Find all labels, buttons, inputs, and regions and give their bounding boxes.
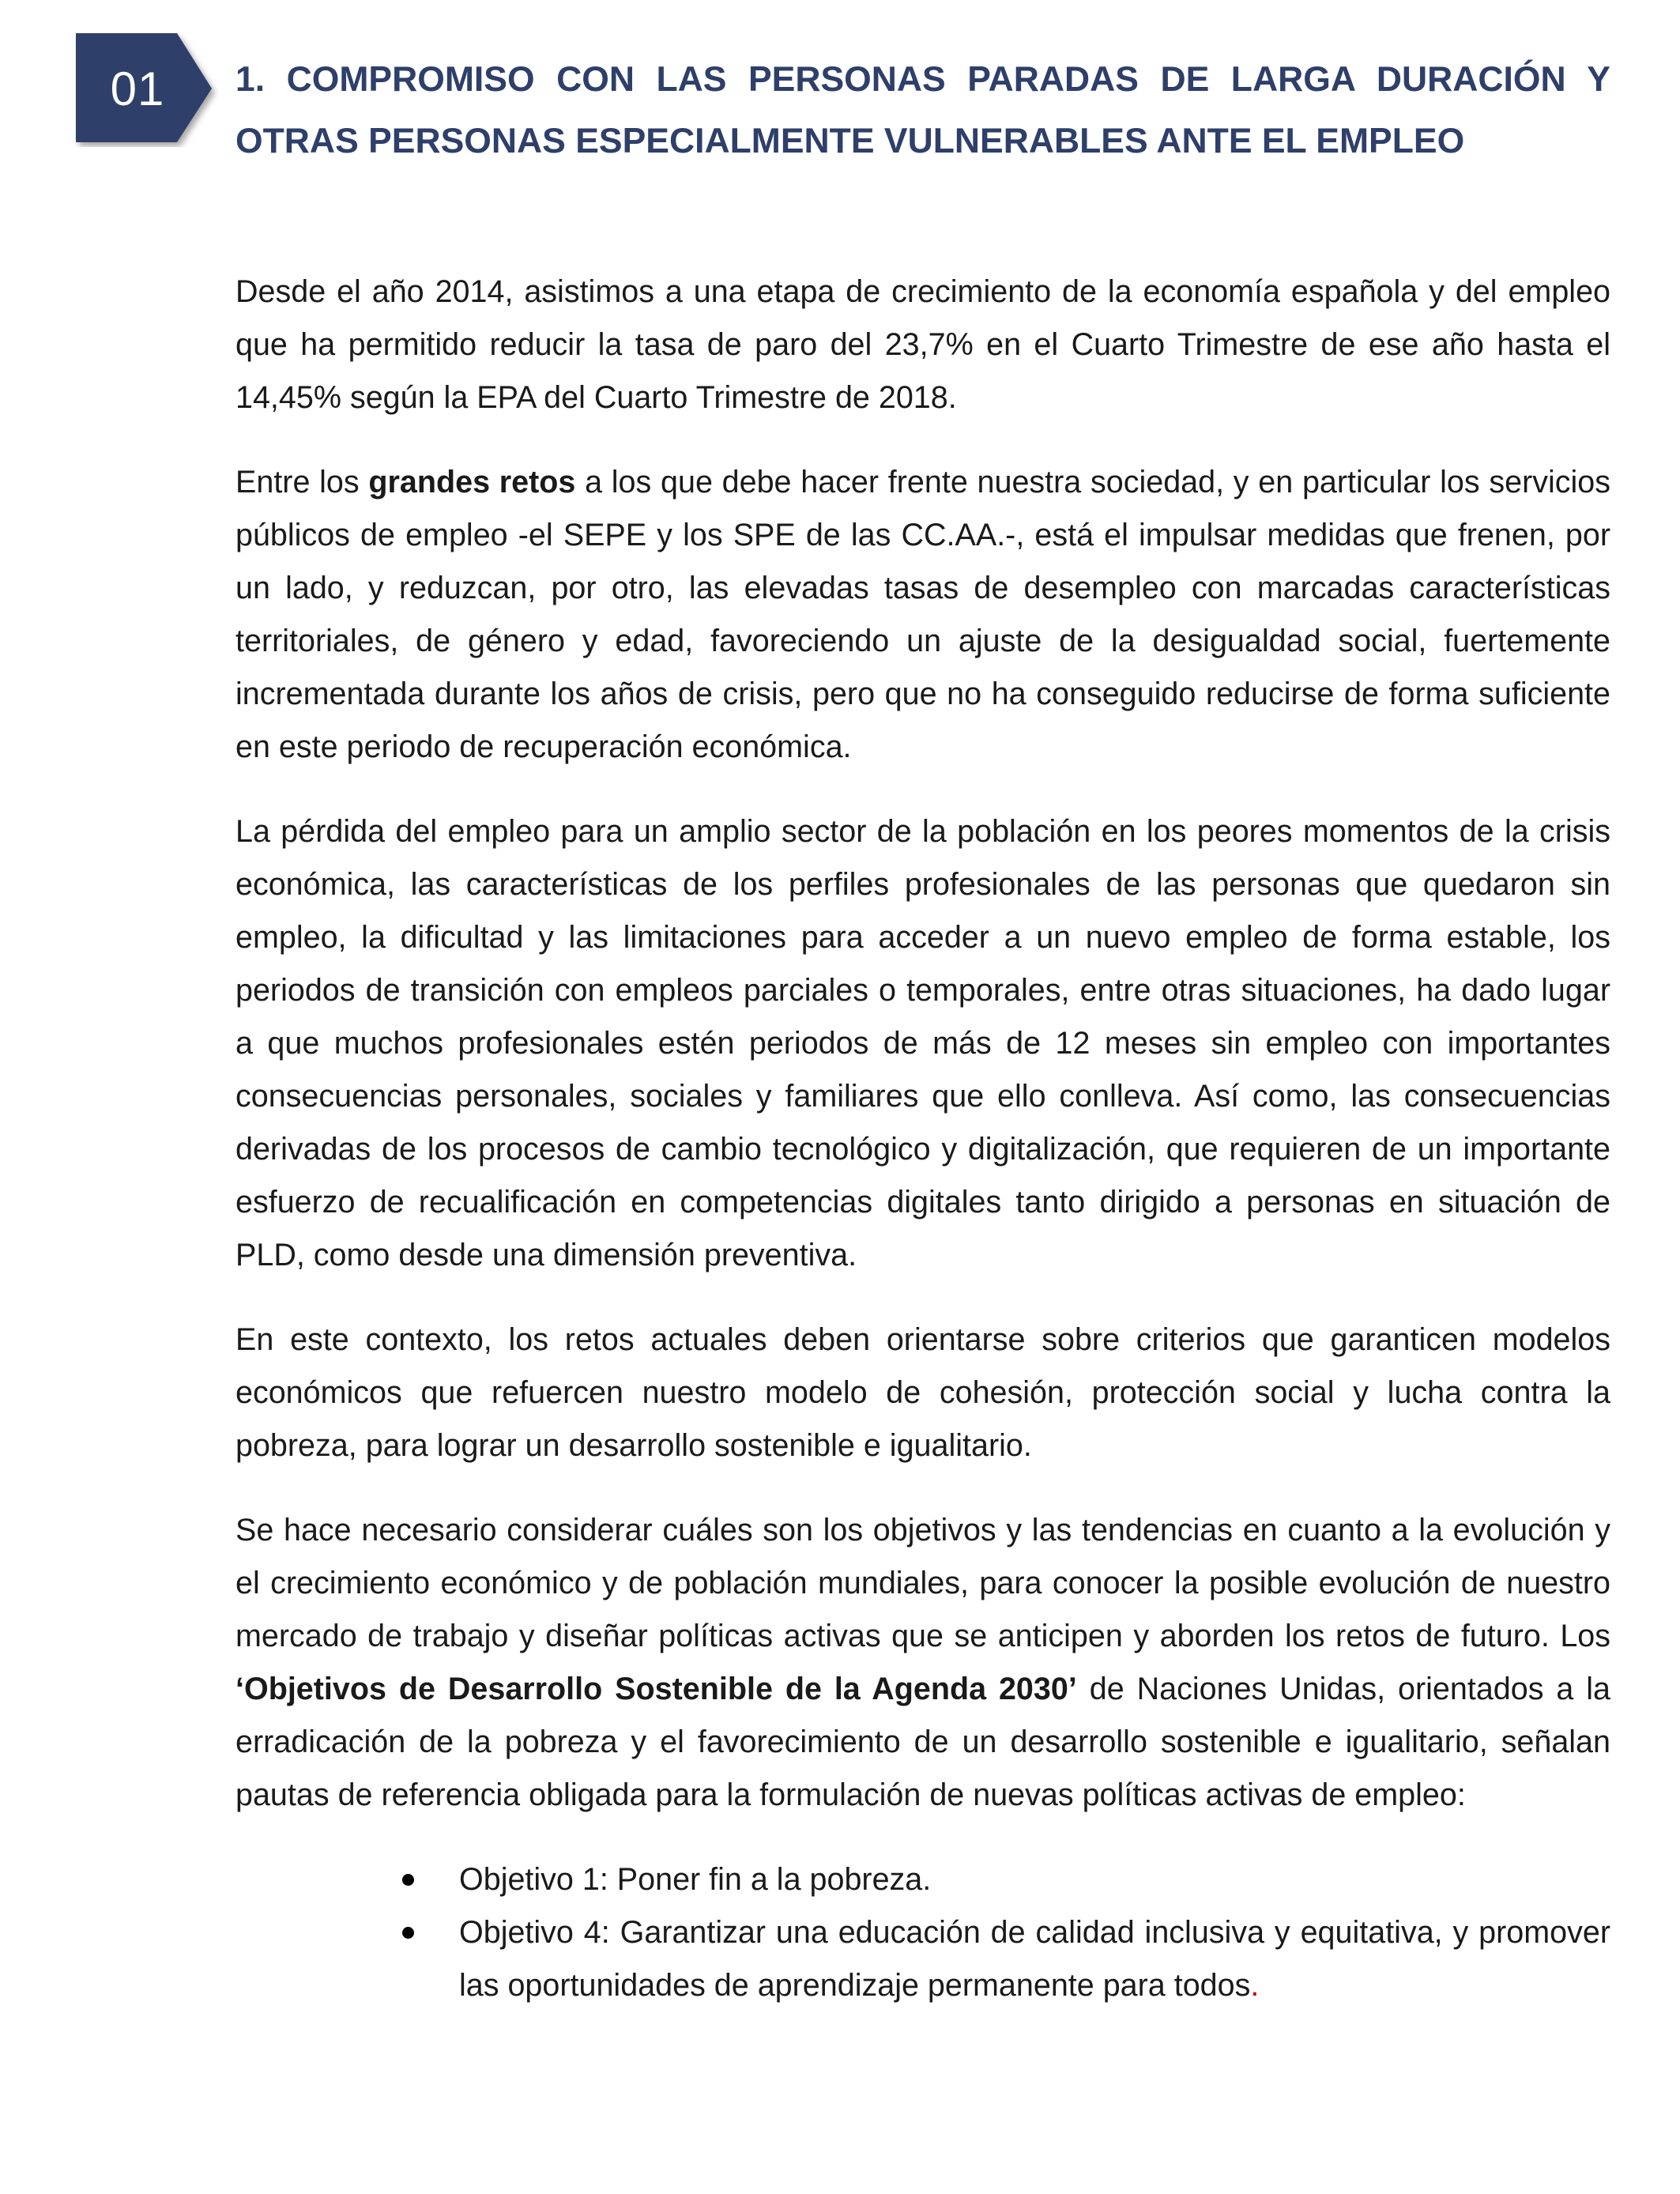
paragraph-4: En este contexto, los retos actuales deben orientarse sobre criterios que garanticen modelos económicos que refuercen nuestro modelo de cohesión, protección social y lucha contra la pobreza, para lograr un desarrollo sostenible e igualitario.: [235, 1322, 1610, 1463]
paragraph-2-text-start: Entre los: [235, 465, 369, 499]
paragraph-3: La pérdida del empleo para un amplio sector de la población en los peores momentos de la crisis económica, las características de los perfiles profesionales de las personas que quedaron sin empleo, la dificultad y las limitaciones para acceder a un nuevo empleo de forma estable, los periodos de transición con empleos parciales o temporales, entre otras situaciones, ha dado lugar a que muchos profesionales estén periodos de más de 12 meses sin empleo con importantes consecuencias personales, sociales y familiares que ello conlleva. Así como, las consecuencias derivadas de los procesos de cambio tecnológico y digitalización, que requieren de un importante esfuerzo de recualificación en competencias digitales tanto dirigido a personas en situación de PLD, como desde una dimensión preventiva.: [235, 814, 1610, 1272]
section-number-badge: [74, 32, 218, 147]
section-number: 01: [110, 62, 165, 115]
paragraph-2: [235, 456, 1610, 774]
bullet-icon: [402, 1927, 414, 1939]
paragraph-2-emphasis: grandes retos: [368, 465, 576, 499]
objective-text: Objetivo 4: Garantizar una educación de calidad inclusiva y equitativa, y promover las oportunidades de aprendizaje permanente para todos: [459, 1915, 1610, 2003]
objective-text: Objetivo 1: Poner fin a la pobreza.: [459, 1862, 932, 1897]
paragraph-2-text-end: a los que debe hacer frente nuestra sociedad, y en particular los servicios públicos de empleo -el SEPE y los SPE de las CC.AA.-, está el impulsar medidas que frenen, por un lado, y reduzcan, por otro, las elevadas tasas de desempleo con marcadas características territoriales, de género y edad, favoreciendo un ajuste de la desigualdad social, fuertemente incrementada durante los años de crisis, pero que no ha conseguido reducirse de forma suficiente en este periodo de recuperación económica.: [235, 465, 1610, 764]
paragraph-1: Desde el año 2014, asistimos a una etapa de crecimiento de la economía española y del empleo que ha permitido reducir la tasa de paro del 23,7% en el Cuarto Trimestre de ese año hasta el 14,45% según la EPA del Cuarto Trimestre de 2018.: [235, 274, 1610, 415]
objective-trail: .: [1250, 1968, 1260, 2003]
paragraph-5: [235, 1504, 1610, 1822]
paragraph-5-emphasis: ‘Objetivos de Desarrollo Sostenible de la Agenda 2030’: [235, 1672, 1077, 1706]
section-title: 1. COMPROMISO CON LAS PERSONAS PARADAS DE LARGA DURACIÓN Y OTRAS PERSONAS ESPECIALMENTE VULNERABLES ANTE EL EMPLEO: [235, 60, 1610, 160]
paragraph-5-text-start: Se hace necesario considerar cuáles son los objetivos y las tendencias en cuanto a la evolución y el crecimiento económico y de población mundiales, para conocer la posible evolución de nuestro mercado de trabajo y diseñar políticas activas que se anticipen y aborden los retos de futuro. Los: [235, 1513, 1610, 1653]
bullet-icon: [402, 1874, 414, 1886]
paragraph-5-text-end: de Naciones Unidas, orientados a la erradicación de la pobreza y el favorecimiento de un desarrollo sostenible e igualitario, señalan pautas de referencia obligada para la formulación de nuevas políticas activas de empleo:: [235, 1672, 1611, 1812]
document-body: [235, 266, 1610, 2012]
list-item: [459, 1906, 1610, 2012]
list-item: [459, 1853, 1610, 1906]
objectives-list: [235, 1853, 1610, 2012]
